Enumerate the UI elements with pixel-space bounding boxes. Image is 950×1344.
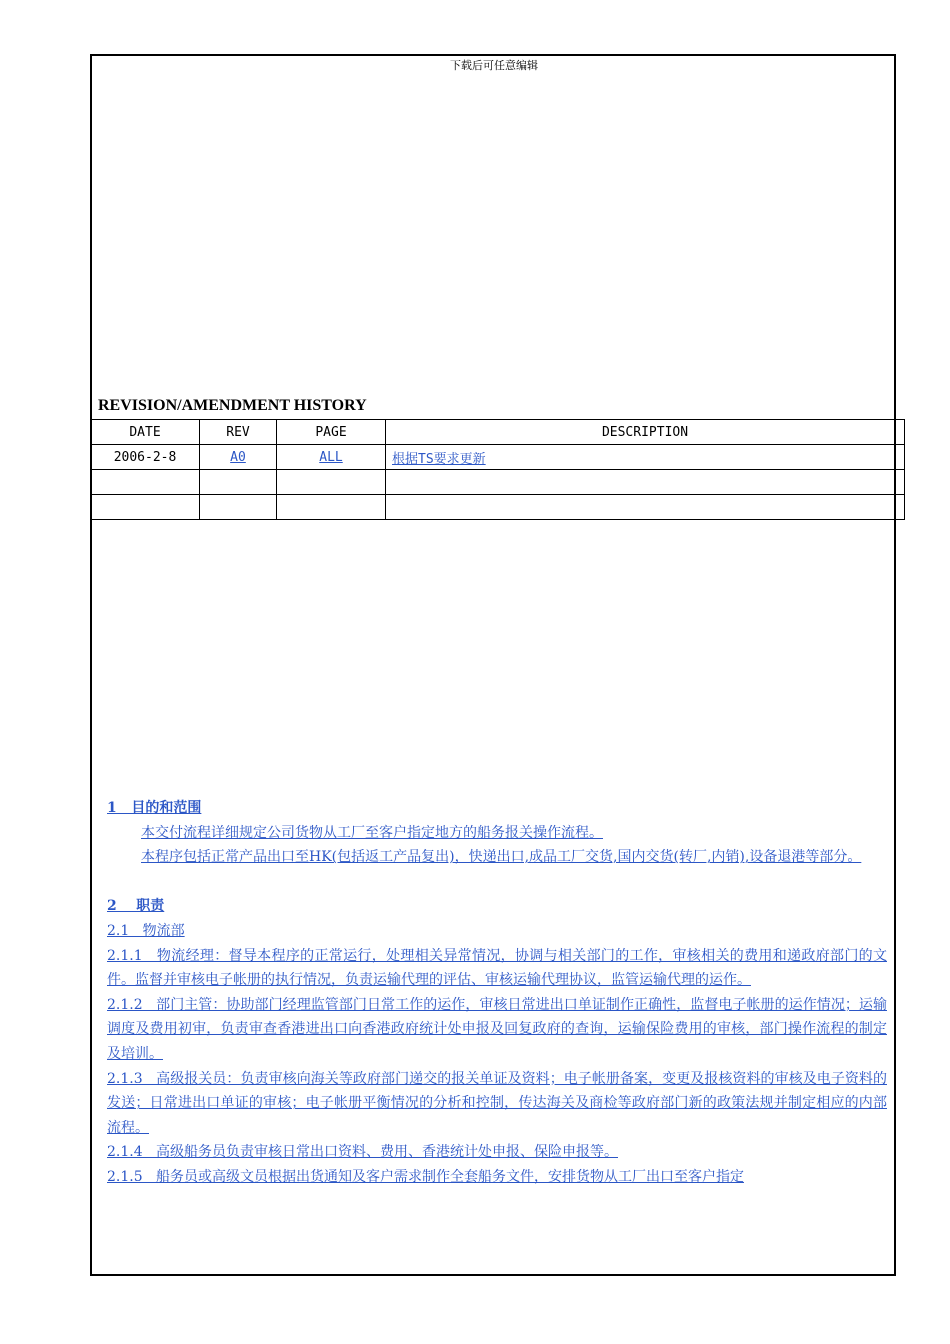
cell-empty xyxy=(277,470,386,495)
column-header-date: DATE xyxy=(91,420,200,445)
cell-empty xyxy=(386,495,905,520)
subsection-2-1[interactable]: 2.1 物流部 xyxy=(107,922,185,939)
cell-empty xyxy=(386,470,905,495)
column-header-rev: REV xyxy=(200,420,277,445)
cell-date: 2006-2-8 xyxy=(91,445,200,470)
cell-rev xyxy=(200,445,277,470)
column-header-description: DESCRIPTION xyxy=(386,420,905,445)
subsection-2-1-4[interactable]: 2.1.4 高级船务员负责审核日常出口资料、费用、香港统计处申报、保险申报等。 xyxy=(107,1144,618,1161)
table-row xyxy=(91,445,905,470)
cell-empty xyxy=(91,495,200,520)
cell-page xyxy=(277,445,386,470)
cell-description xyxy=(386,445,905,470)
description-link[interactable]: 根据TS要求更新 xyxy=(392,451,486,467)
section-1-paragraph[interactable]: 本程序包括正常产品出口至HK(包括返工产品复出)，快递出口,成品工厂交货,国内交货(转厂,内销),设备退港等部分。 xyxy=(141,849,862,866)
section-2-heading[interactable]: 2 职责 xyxy=(107,898,165,915)
table-header-row xyxy=(91,420,905,445)
subsection-2-1-2[interactable]: 2.1.2 部门主管：协助部门经理监管部门日常工作的运作，审核日常进出口单证制作正确性，监督电子帐册的运作情况；运输调度及费用初审，负责审查香港进出口向香港政府统计处申报及回复政府的查询，运输保险费用的审核，部门操作流程的制定及培训。 xyxy=(107,996,887,1062)
subsection-2-1-1[interactable]: 2.1.1 物流经理：督导本程序的正常运行，处理相关异常情况，协调与相关部门的工作，审核相关的费用和递政府部门的文件。监督并审核电子帐册的执行情况，负责运输代理的评估、审核运输代理协议，监管运输代理的运作。 xyxy=(107,947,887,989)
subsection-2-1-5[interactable]: 2.1.5 船务员或高级文员根据出货通知及客户需求制作全套船务文件，安排货物从工厂出口至客户指定 xyxy=(107,1168,744,1185)
cell-empty xyxy=(200,495,277,520)
subsection-2-1-3[interactable]: 2.1.3 高级报关员：负责审核向海关等政府部门递交的报关单证及资料；电子帐册备案，变更及报核资料的审核及电子资料的发送；日常进出口单证的审核；电子帐册平衡情况的分析和控制，传达海关及商检等政府部门新的政策法规并制定相应的内部流程。 xyxy=(107,1070,887,1136)
document-body xyxy=(107,796,887,1190)
header-note: 下载后可任意编辑 xyxy=(450,59,538,72)
table-row-empty xyxy=(91,470,905,495)
cell-empty xyxy=(91,470,200,495)
cell-empty xyxy=(277,495,386,520)
column-header-page: PAGE xyxy=(277,420,386,445)
table-row-empty xyxy=(91,495,905,520)
rev-link[interactable]: A0 xyxy=(230,449,246,465)
page-link[interactable]: ALL xyxy=(319,449,343,465)
spacer xyxy=(107,870,887,895)
section-1-heading[interactable]: 1 目的和范围 xyxy=(107,800,202,816)
revision-history-title: REVISION/AMENDMENT HISTORY xyxy=(98,397,367,414)
revision-history-table xyxy=(90,419,905,520)
cell-empty xyxy=(200,470,277,495)
section-1-paragraph[interactable]: 本交付流程详细规定公司货物从工厂至客户指定地方的船务报关操作流程。 xyxy=(141,824,603,841)
